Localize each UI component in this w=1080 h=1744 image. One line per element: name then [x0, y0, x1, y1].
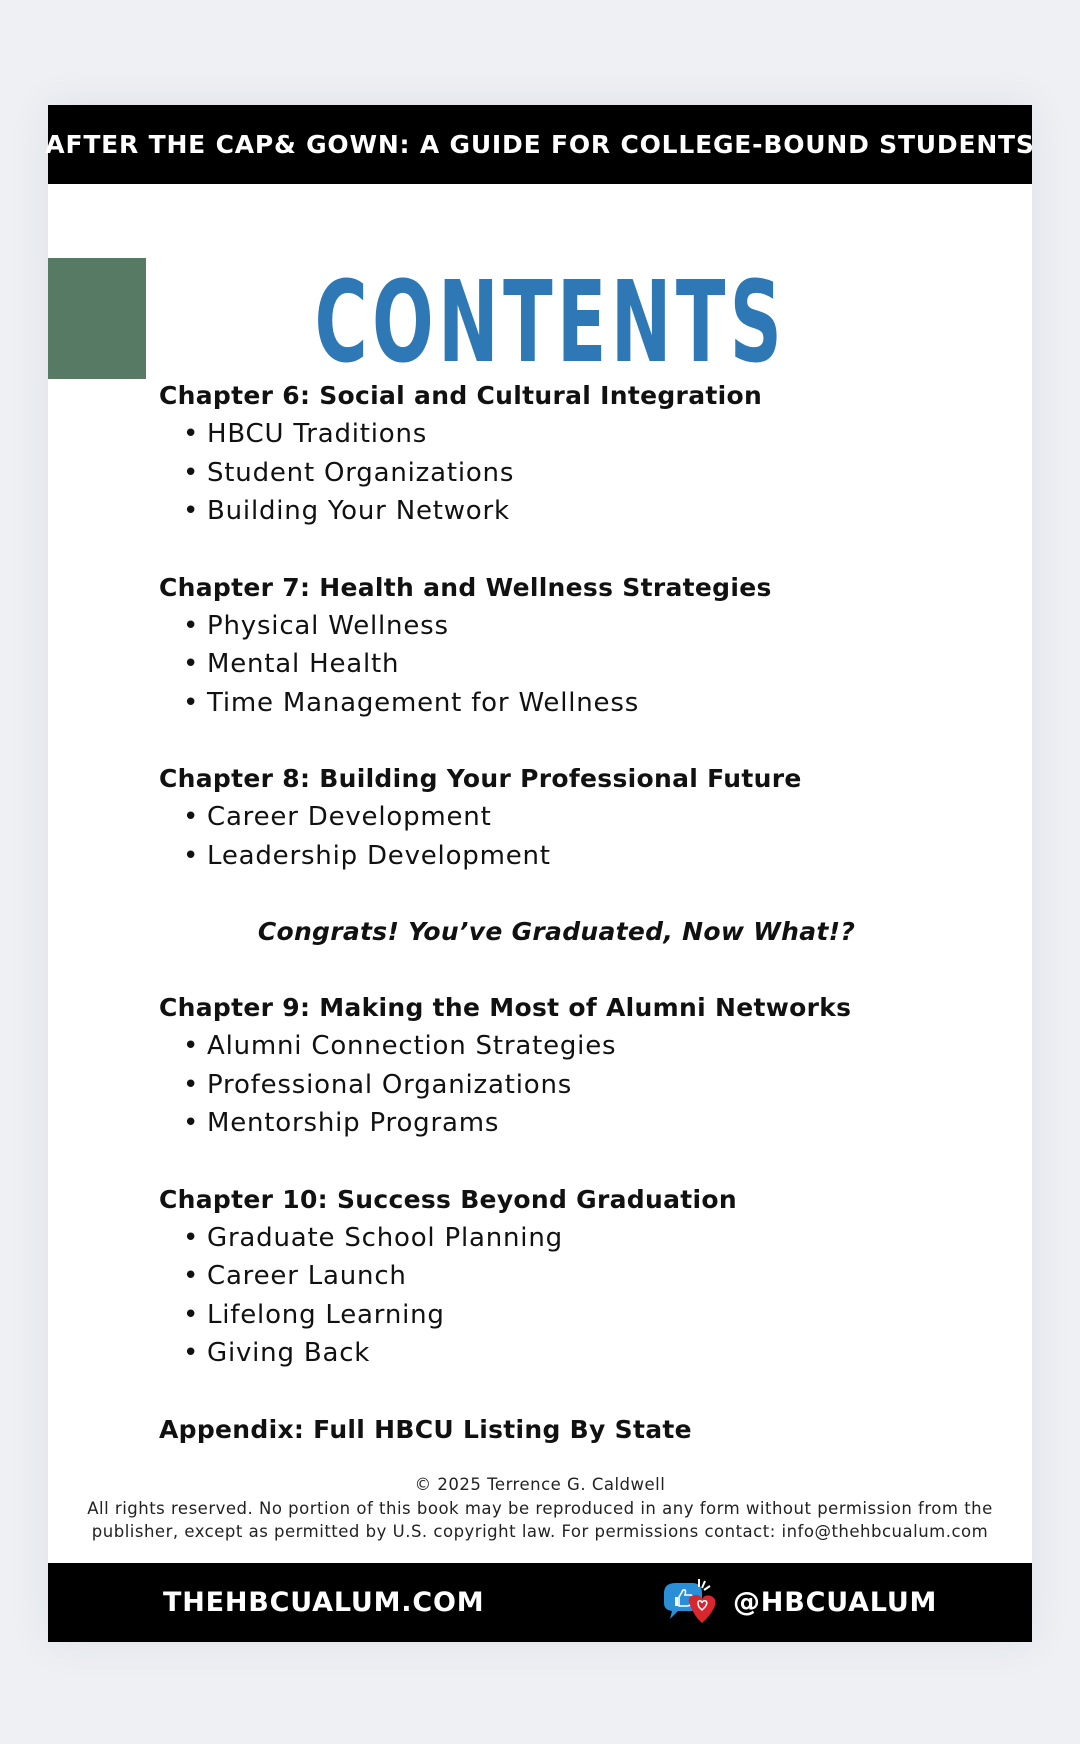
list-item [183, 684, 1019, 723]
chapter-8 [159, 760, 1019, 875]
bullet-icon: • [183, 1338, 200, 1368]
bullet-icon: • [183, 687, 200, 718]
item-label: Alumni Connection Strategies [207, 1031, 617, 1061]
list-item [183, 1257, 1019, 1296]
bullet-icon: • [183, 496, 200, 526]
bullet-icon: • [183, 1031, 200, 1061]
table-of-contents [159, 377, 1019, 1449]
list-item [183, 1066, 1019, 1105]
chapter-items [159, 798, 1019, 875]
chapter-items [159, 607, 1019, 723]
list-item [183, 1219, 1019, 1258]
bullet-icon: • [183, 649, 200, 679]
list-item [183, 607, 1019, 646]
item-label: Professional Organizations [207, 1069, 573, 1100]
permissions-line: publisher, except as permitted by U.S. copyright law. For permissions contact: info@thehbcualum.com [91, 1522, 989, 1541]
list-item [183, 645, 1019, 684]
footer-bar [48, 1563, 1032, 1642]
chapter-title: Chapter 9: Making the Most of Alumni Networks [159, 993, 852, 1022]
bullet-icon: • [183, 1069, 200, 1100]
footer-social-handle: @HBCUALUM [733, 1587, 938, 1618]
copyright-notice [48, 1473, 1032, 1544]
chapter-6 [159, 377, 1019, 531]
item-label: Career Development [207, 802, 492, 832]
chapter-10 [159, 1181, 1019, 1373]
item-label: Physical Wellness [207, 610, 449, 641]
chapter-title: Chapter 8: Building Your Professional Future [159, 764, 802, 793]
accent-block [48, 258, 146, 379]
bullet-icon: • [183, 1261, 200, 1291]
list-item [183, 1334, 1019, 1373]
bullet-icon: • [183, 1222, 200, 1253]
bullet-icon: • [183, 610, 200, 641]
item-label: Mentorship Programs [207, 1108, 500, 1138]
appendix-title: Appendix: Full HBCU Listing By State [159, 1414, 692, 1444]
bullet-icon: • [183, 419, 200, 449]
list-item [183, 1296, 1019, 1335]
document-page [45, 105, 1035, 1642]
item-label: Building Your Network [207, 496, 510, 526]
item-label: Graduate School Planning [207, 1222, 563, 1253]
item-label: Mental Health [207, 649, 400, 679]
list-item [183, 1027, 1019, 1066]
bullet-icon: • [183, 457, 200, 488]
item-label: HBCU Traditions [207, 419, 428, 449]
item-label: Leadership Development [207, 840, 551, 871]
rights-line: All rights reserved. No portion of this book may be reproduced in any form without permission from the [87, 1498, 993, 1518]
list-item [183, 1104, 1019, 1143]
chapter-items [159, 415, 1019, 531]
bullet-icon: • [183, 1108, 200, 1138]
chapter-9 [159, 989, 1019, 1143]
social-media-icon [658, 1573, 728, 1633]
item-label: Student Organizations [207, 457, 515, 488]
header-bar [45, 105, 1035, 184]
list-item [183, 798, 1019, 837]
section-break-heading: Congrats! You’ve Graduated, Now What!? [257, 917, 856, 946]
chapter-7 [159, 569, 1019, 723]
chapter-title: Chapter 7: Health and Wellness Strategies [159, 572, 772, 602]
chapter-title: Chapter 6: Social and Cultural Integration [159, 381, 763, 410]
footer-website: THEHBCUALUM.COM [163, 1587, 485, 1618]
item-label: Career Launch [207, 1261, 407, 1291]
chapter-items [159, 1027, 1019, 1143]
chapter-items [159, 1219, 1019, 1373]
list-item [183, 837, 1019, 876]
contents-title: CONTENTS [314, 258, 787, 388]
copyright-line: © 2025 Terrence G. Caldwell [414, 1475, 666, 1494]
list-item [183, 415, 1019, 454]
header-title: AFTER THE CAP& GOWN: A GUIDE FOR COLLEGE-BOUND STUDENTS [45, 130, 1035, 159]
list-item [183, 454, 1019, 493]
item-label: Time Management for Wellness [207, 687, 640, 718]
item-label: Giving Back [207, 1338, 371, 1368]
bullet-icon: • [183, 802, 200, 832]
list-item [183, 492, 1019, 531]
item-label: Lifelong Learning [207, 1299, 445, 1330]
chapter-title: Chapter 10: Success Beyond Graduation [159, 1184, 737, 1214]
bullet-icon: • [183, 1299, 200, 1330]
bullet-icon: • [183, 840, 200, 871]
